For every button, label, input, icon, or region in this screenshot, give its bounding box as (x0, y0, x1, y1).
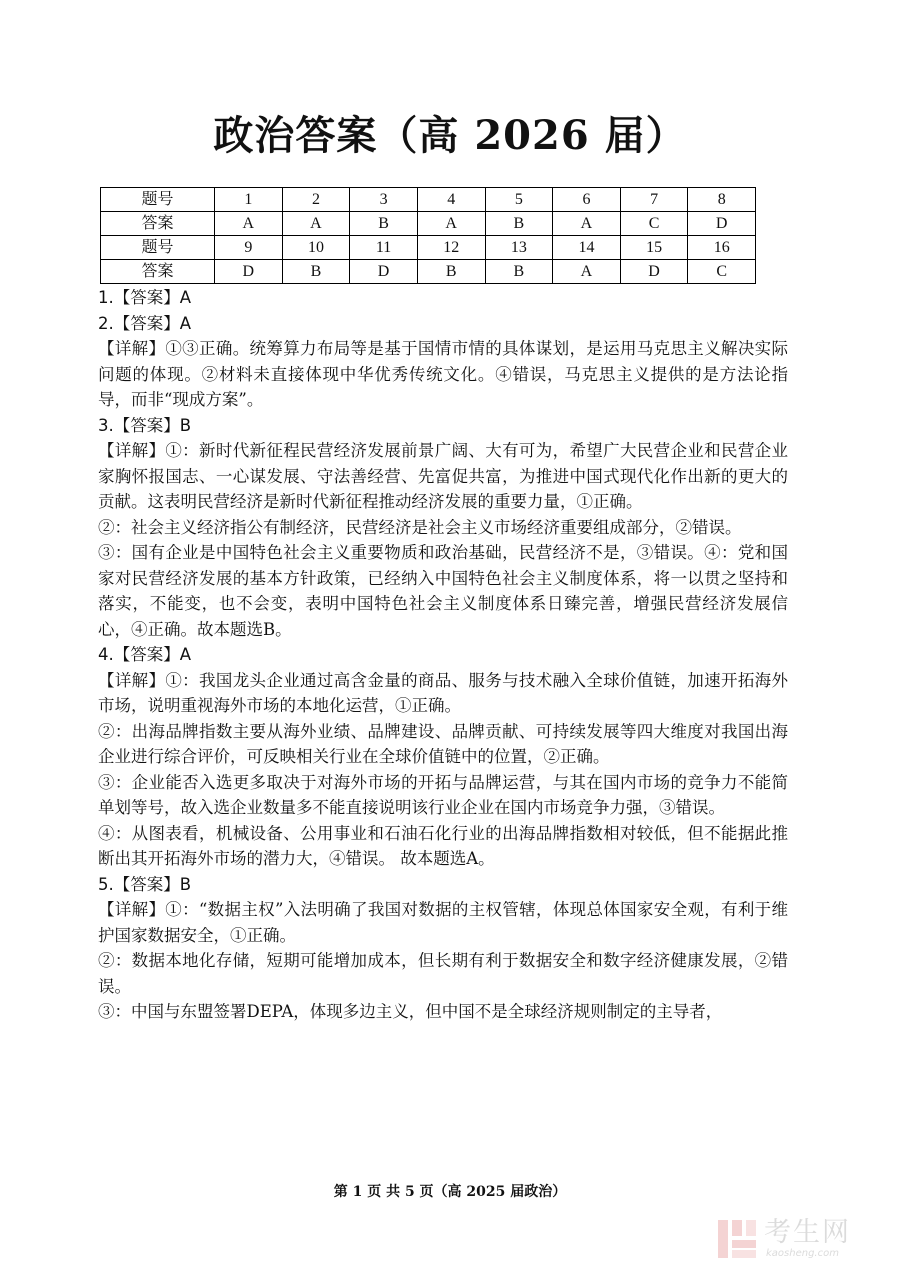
table-cell: 14 (553, 236, 621, 260)
table-cell: 4 (417, 188, 485, 212)
answer-heading: 4.【答案】A (98, 645, 192, 664)
table-cell: 11 (350, 236, 418, 260)
table-cell: B (282, 260, 350, 284)
explanation-paragraph: ③：企业能否入选更多取决于对海外市场的开拓与品牌运营，与其在国内市场的竞争力不能简单划等号，故入选企业数量多不能直接说明该行业企业在国内市场竞争力强，③错误。 (98, 772, 788, 817)
table-cell: D (215, 260, 283, 284)
table-cell: C (688, 260, 756, 284)
table-cell: A (417, 212, 485, 236)
table-cell: D (688, 212, 756, 236)
kaosheng-logo-icon (716, 1218, 758, 1260)
table-cell: A (553, 260, 621, 284)
row-header-cell: 题号 (101, 188, 215, 212)
explanation-paragraph: 【详解】①：新时代新征程民营经济发展前景广阔、大有可为，希望广大民营企业和民营企业家胸怀报国志、一心谋发展、守法善经营、先富促共富，为推进中国式现代化作出新的更大的贡献。这表明民营经济是新时代新征程推动经济发展的重要力量，①正确。 (98, 441, 788, 511)
table-cell: A (282, 212, 350, 236)
table-cell: 9 (215, 236, 283, 260)
table-cell: B (485, 212, 553, 236)
answer-heading: 3.【答案】B (98, 415, 192, 435)
explanation-paragraph: ④：从图表看，机械设备、公用事业和石油石化行业的出海品牌指数相对较低，但不能据此推断出其开拓海外市场的潜力大，④错误。 故本题选A。 (98, 823, 788, 868)
table-cell: 15 (620, 236, 688, 260)
answer-table (100, 187, 756, 284)
table-cell: B (417, 260, 485, 284)
answer-heading: 5.【答案】B (98, 874, 192, 894)
table-row (101, 236, 756, 260)
explanation-paragraph: ②：数据本地化存储，短期可能增加成本，但长期有利于数据安全和数字经济健康发展，②错误。 (98, 951, 788, 996)
table-cell: 13 (485, 236, 553, 260)
explanation-paragraph: 【详解】①：我国龙头企业通过高含金量的商品、服务与技术融入全球价值链，加速开拓海外市场，说明重视海外市场的本地化运营，①正确。 (98, 670, 788, 715)
table-cell: D (350, 260, 418, 284)
table-cell: 10 (282, 236, 350, 260)
table-cell: 1 (215, 188, 283, 212)
explanation-paragraph: ②：社会主义经济指公有制经济，民营经济是社会主义市场经济重要组成部分，②错误。 (98, 517, 742, 537)
table-cell: 16 (688, 236, 756, 260)
page-footer: 第 1 页 共 5 页（高 2025 届政治） (333, 1184, 567, 1200)
table-cell: 2 (282, 188, 350, 212)
watermark-text: 考生网 (764, 1217, 851, 1248)
table-cell: A (215, 212, 283, 236)
table-cell: 6 (553, 188, 621, 212)
row-header-cell: 答案 (101, 260, 215, 284)
table-cell: 7 (620, 188, 688, 212)
table-row (101, 212, 756, 236)
answer-heading: 1.【答案】A (98, 288, 192, 307)
table-cell: A (553, 212, 621, 236)
table-cell: 3 (350, 188, 418, 212)
explanation-paragraph: 【详解】①：“数据主权”入法明确了我国对数据的主权管辖，体现总体国家安全观，有利于维护国家数据安全，①正确。 (98, 900, 788, 945)
explanation-paragraph: 【详解】①③正确。统筹算力布局等是基于国情市情的具体谋划，是运用马克思主义解决实际问题的体现。②材料未直接体现中华优秀传统文化。④错误，马克思主义提供的是方法论指导，而非“现成方案”。 (98, 339, 788, 409)
table-cell: B (350, 212, 418, 236)
table-cell: 8 (688, 188, 756, 212)
watermark-logo (716, 1218, 886, 1260)
watermark-url: kaosheng.com (766, 1248, 839, 1259)
answer-heading: 2.【答案】A (98, 313, 192, 333)
row-header-cell: 题号 (101, 236, 215, 260)
table-row (101, 260, 756, 284)
table-cell: 5 (485, 188, 553, 212)
answer-explanations (98, 285, 788, 1025)
table-cell: 12 (417, 236, 485, 260)
table-row (101, 188, 756, 212)
explanation-paragraph: ③：中国与东盟签署DEPA，体现多边主义，但中国不是全球经济规则制定的主导者， (98, 1002, 723, 1021)
table-cell: D (620, 260, 688, 284)
table-cell: C (620, 212, 688, 236)
explanation-paragraph: ②：出海品牌指数主要从海外业绩、品牌建设、品牌贡献、可持续发展等四大维度对我国出海企业进行综合评价，可反映相关行业在全球价值链中的位置，②正确。 (98, 721, 788, 766)
explanation-paragraph: ③：国有企业是中国特色社会主义重要物质和政治基础，民营经济不是，③错误。④：党和国家对民营经济发展的基本方针政策，已经纳入中国特色社会主义制度体系，将一以贯之坚持和落实，不能变，也不会变，表明中国特色社会主义制度体系日臻完善，增强民营经济发展信心，④正确。故本题选B。 (98, 543, 788, 639)
table-cell: B (485, 260, 553, 284)
page-title: 政治答案（高 2026 届） (213, 112, 687, 159)
row-header-cell: 答案 (101, 212, 215, 236)
